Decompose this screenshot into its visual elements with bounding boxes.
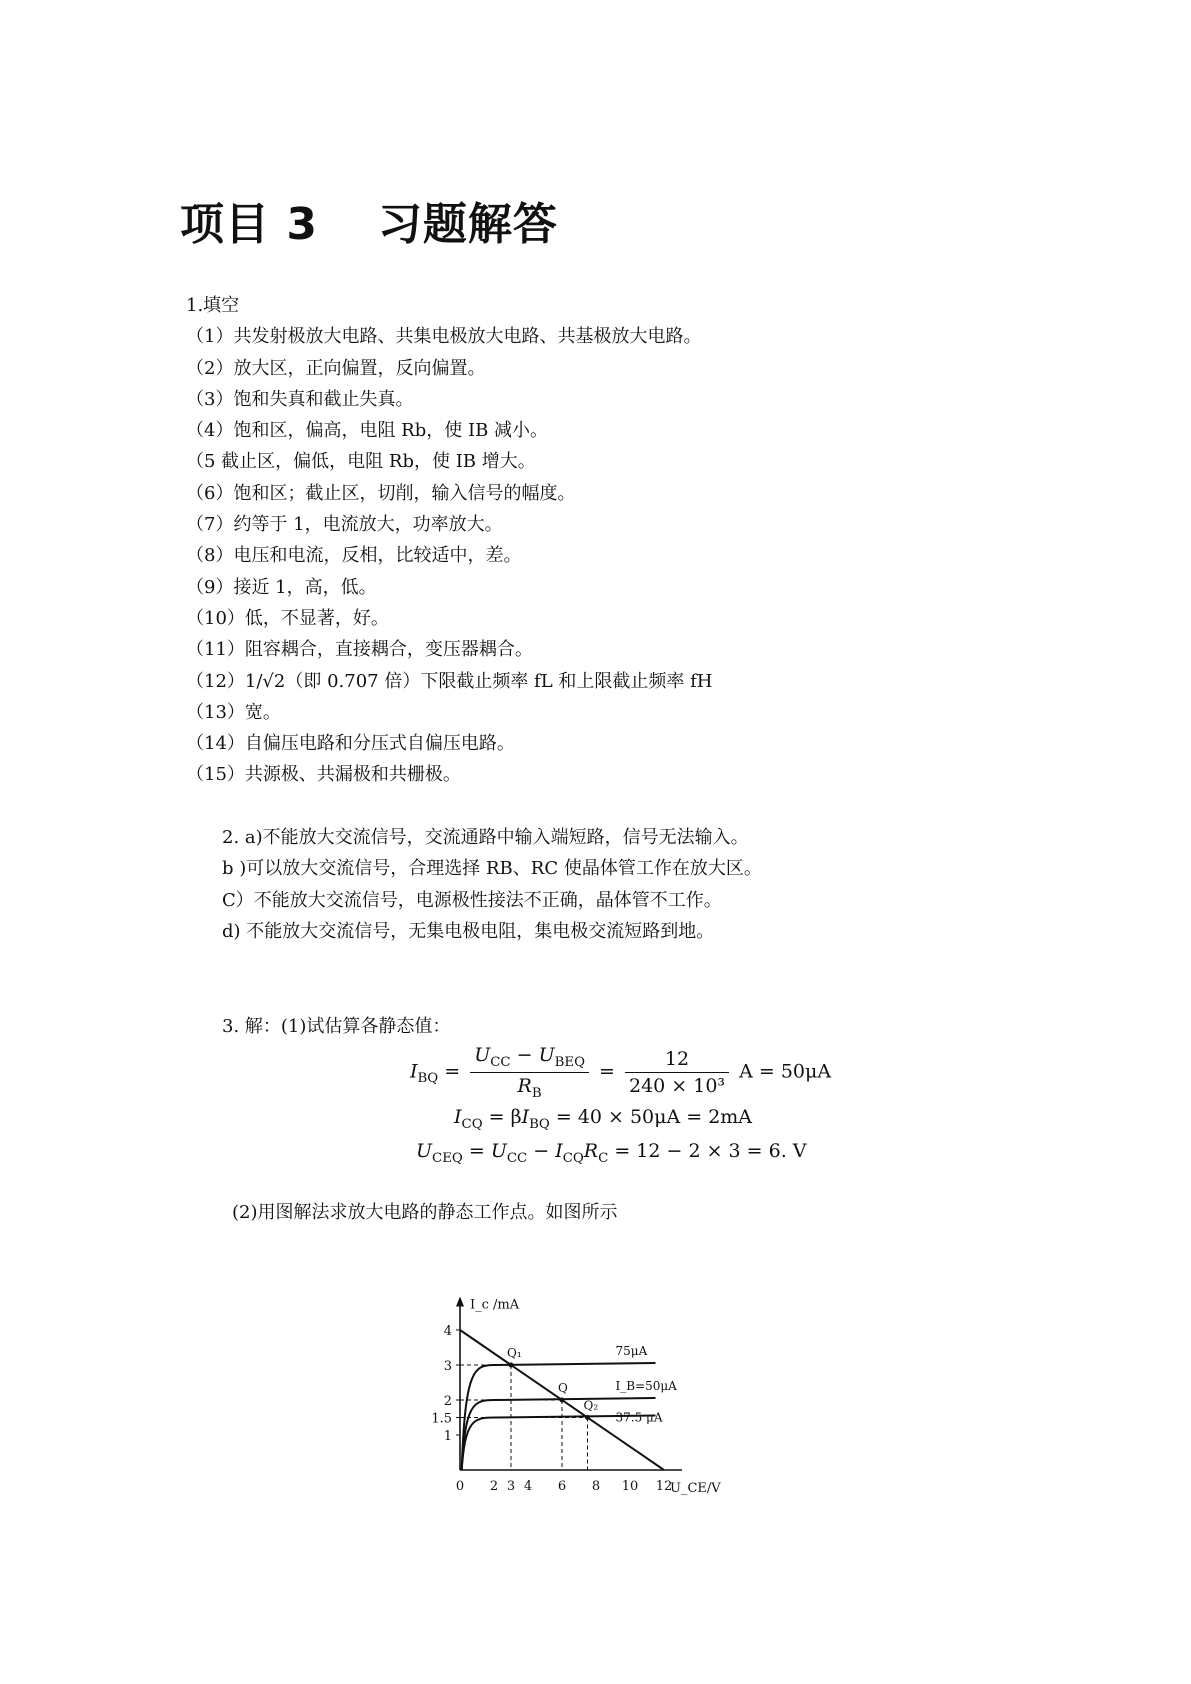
answer-item: C）不能放大交流信号，电源极性接法不正确，晶体管不工作。 — [222, 889, 722, 911]
answer-item: （12）1/√2（即 0.707 倍）下限截止频率 fL 和上限截止频率 fH — [186, 670, 713, 692]
x-tick-label: 10 — [621, 1479, 639, 1494]
equation-ibq: $I_{BQ}$ = $\frac{U_{CC} - U_{BEQ}}{R_B}$ = $\frac{12}{\text{240 × 10³}}$ A = 50μA — [410, 1044, 832, 1101]
page-title — [180, 188, 558, 252]
answer-item: （4）饱和区，偏高，电阻 Rb，使 IB 减小。 — [186, 420, 549, 442]
title-part1: 项目 3 — [180, 199, 318, 250]
answer-item: （8）电压和电流，反相，比较适中，差。 — [186, 545, 522, 567]
answer-item: （2）放大区，正向偏置，反向偏置。 — [186, 357, 486, 379]
output-characteristic-chart — [400, 1270, 740, 1500]
equation-icq: $I_{CQ} = \beta I_{BQ} = 40 \times 50\mu A = 2mA$ — [454, 1106, 753, 1132]
answer-item: （14）自偏压电路和分压式自偏压电路。 — [186, 733, 515, 755]
q-point-label: Q — [558, 1381, 568, 1395]
fraction: $\frac{12}{\text{240 × 10³}}$ — [625, 1048, 729, 1097]
answer-item: 2. a)不能放大交流信号，交流通路中输入端短路，信号无法输入。 — [222, 827, 749, 848]
question-2 — [222, 822, 762, 947]
ib-curve — [462, 1398, 656, 1470]
x-axis-label: U_CE/V — [670, 1481, 721, 1496]
y-tick-label: 4 — [443, 1324, 452, 1339]
fraction: $\frac{U_{CC} - U_{BEQ}}{R_B}$ — [470, 1044, 589, 1101]
series-label: I_B=50μA — [615, 1379, 677, 1393]
answer-item: （1）共发射极放大电路、共集电极放大电路、共基极放大电路。 — [186, 326, 702, 348]
answer-item: （3）饱和失真和截止失真。 — [186, 388, 414, 410]
answer-item: （7）约等于 1，电流放大，功率放大。 — [186, 514, 503, 536]
x-tick-label: 6 — [557, 1479, 567, 1494]
y-tick-label: 1 — [443, 1429, 452, 1444]
question-3-heading: 3. 解：(1)试估算各静态值： — [222, 1016, 451, 1037]
answer-item: （6）饱和区；截止区，切削，输入信号的幅度。 — [186, 482, 576, 504]
answer-item: d) 不能放大交流信号，无集电极电阻，集电极交流短路到地。 — [222, 920, 715, 942]
y-tick-label: 3 — [443, 1359, 452, 1374]
q-point — [560, 1398, 565, 1403]
answer-item: b )可以放大交流信号，合理选择 RB、RC 使晶体管工作在放大区。 — [222, 858, 762, 880]
q-point — [509, 1363, 514, 1368]
x-tick-label: 4 — [523, 1479, 533, 1494]
series-label: 75μA — [615, 1344, 648, 1358]
answer-item: （5 截止区，偏低，电阻 Rb，使 IB 增大。 — [186, 451, 536, 473]
answer-item: （11）阻容耦合，直接耦合，变压器耦合。 — [186, 639, 533, 661]
question-3-part2: (2)用图解法求放大电路的静态工作点。如图所示 — [232, 1202, 618, 1223]
question-1-heading: 1.填空 — [186, 295, 240, 316]
q-point-label: Q₁ — [507, 1346, 522, 1360]
answer-item: （15）共源极、共漏极和共栅极。 — [186, 764, 461, 786]
x-tick-label: 12 — [655, 1479, 673, 1494]
q-point-label: Q₂ — [583, 1398, 599, 1413]
y-axis-label: I_c /mA — [470, 1297, 520, 1313]
title-part2: 习题解答 — [377, 199, 558, 250]
y-tick-label: 1.5 — [431, 1411, 452, 1427]
answer-item: （10）低，不显著，好。 — [186, 607, 389, 629]
equation-uceq: $U_{CEQ} = U_{CC} - I_{CQ}R_C = 12 - 2 \times 3 = 6$. V — [416, 1140, 807, 1166]
question-1 — [186, 290, 712, 791]
answer-item: （9）接近 1，高，低。 — [186, 576, 377, 598]
x-tick-label: 8 — [591, 1479, 601, 1494]
x-tick-label: 3 — [506, 1479, 516, 1494]
answer-item: （13）宽。 — [186, 701, 281, 723]
x-tick-label: 0 — [455, 1479, 465, 1494]
y-tick-label: 2 — [443, 1394, 452, 1409]
y-axis-arrow — [456, 1297, 464, 1307]
series-label: 37.5 μA — [615, 1410, 663, 1425]
x-tick-label: 2 — [489, 1479, 499, 1494]
q-point — [585, 1415, 590, 1420]
